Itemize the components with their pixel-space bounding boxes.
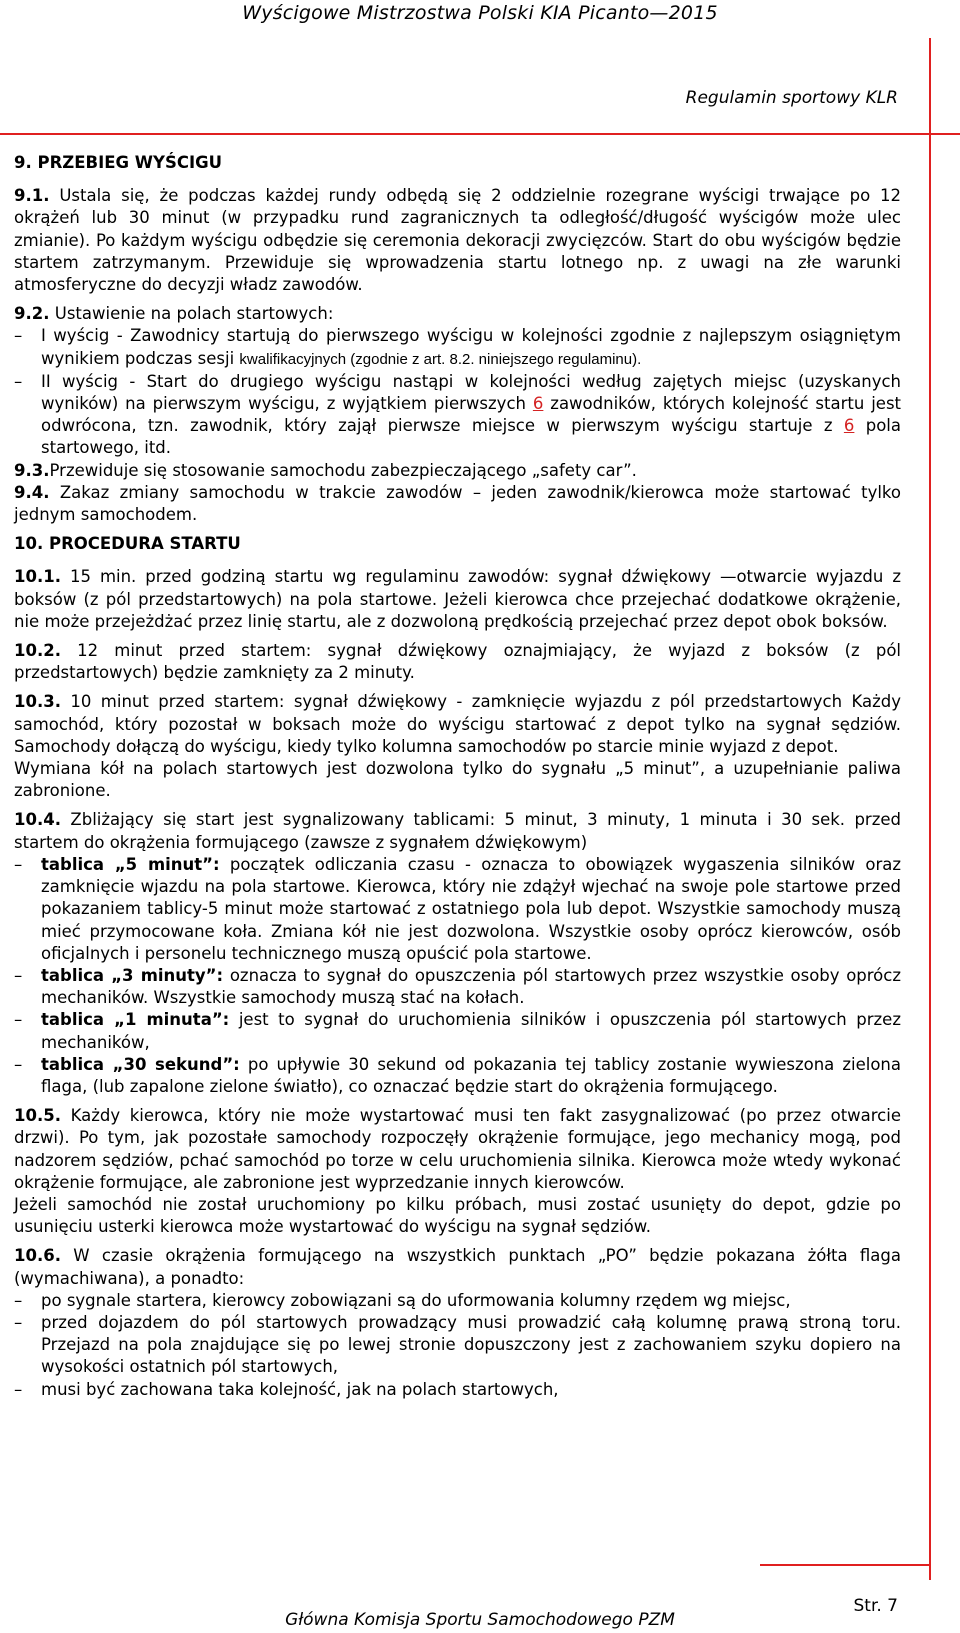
paragraph-10-4: [14, 809, 901, 853]
paragraph-number: 9.1.: [14, 186, 50, 206]
list-item-text: II wyścig - Start do drugiego wyścigu nastąpi w kolejności według zajętych miejsc (uzyskanych wyników) na pierwszym wyścigu, z wyjątkiem pierwszych: [41, 371, 901, 414]
document-body: [14, 152, 901, 1401]
list-item-text-narrow: kwalifikacyjnych (zgodnie z art. 8.2. niniejszego regulaminu).: [239, 350, 642, 368]
paragraph-text: 12 minut przed startem: sygnał dźwiękowy oznajmiający, że wyjazd z boksów (z pól przedstartowych) będzie zamknięty za 2 minuty.: [14, 641, 902, 683]
red-margin-line: [929, 38, 931, 1580]
paragraph-number: 10.3.: [14, 692, 61, 712]
paragraph-text: Zbliżający się start jest sygnalizowany tablicami: 5 minut, 3 minuty, 1 minuta i 30 sek. przed startem do okrążenia formującego (zawsze z sygnałem dźwiękowym): [14, 810, 902, 852]
board-label: tablica „5 minut”:: [41, 854, 220, 874]
paragraph-number: 10.2.: [14, 641, 61, 661]
paragraph-10-2: [14, 640, 901, 684]
paragraph-10-6: [14, 1245, 901, 1289]
section-10-heading: 10. PROCEDURA STARTU: [14, 534, 241, 554]
paragraph-9-2: [14, 303, 901, 325]
list-item: [14, 371, 901, 460]
highlighted-number: 6: [843, 416, 855, 436]
list-item: – przed dojazdem do pól startowych prowadzący musi prowadzić całą kolumnę prawą stroną toru. Przejazd na pola znajdujące się po lewej stronie dopuszczony jest z zachowaniem szyku dopiero na wysokości ostatnich pól startowych,: [14, 1312, 901, 1379]
list-item: [14, 1054, 901, 1098]
paragraph-number: 9.3.: [14, 460, 50, 480]
paragraph-10-1: [14, 566, 901, 633]
paragraph-9-1: [14, 185, 901, 296]
paragraph-text: 10 minut przed startem: sygnał dźwiękowy - zamknięcie wyjazdu z pól przedstartowych Każdy samochód, który pozostał w boksach może do wyścigu startować z depot tylko na sygnał sędziów. Samochody dołączą do wyścigu, kiedy tylko kolumna samochodów po starcie minie wyjazd z depot.: [14, 692, 902, 756]
paragraph-10-5-depot: Jeżeli samochód nie został uruchomiony po kilku próbach, musi zostać usunięty do depot, gdzie po usunięciu usterki kierowca może wystartować do wyścigu na sygnał sędziów.: [14, 1194, 901, 1237]
list-item-text: jest to sygnał do uruchomienia silników i opuszczenia pól startowych przez mechaników,: [41, 1010, 901, 1052]
paragraph-text: Przewiduje się stosowanie samochodu zabezpieczającego „safety car”.: [49, 460, 637, 480]
paragraph-9-4: [14, 482, 901, 526]
paragraph-number: 10.6.: [14, 1246, 61, 1266]
list-item-text: I wyścig - Zawodnicy startują do pierwszego wyścigu w kolejności zgodnie z najlepszym osiągniętym wynikiem podczas sesji: [41, 326, 901, 368]
paragraph-10-5: [14, 1105, 901, 1194]
paragraph-number: 10.1.: [14, 567, 61, 587]
paragraph-text: 15 min. przed godziną startu wg regulaminu zawodów: sygnał dźwiękowy —otwarcie wyjazdu z boksów (z pól przedstartowych) na pola startowe. Jeżeli kierowca chce przejechać dodatkowe okrążenie, nie może przejeżdżać przez linię startu, ale z dozwoloną prędkością przejechać przez depot obok boksów.: [14, 567, 901, 631]
starting-grid-list: [14, 325, 901, 459]
paragraph-text: Ustala się, że podczas każdej rundy odbędą się 2 oddzielnie rozegrane wyścigi trwające po 12 okrążeń lub 30 minut (w przypadku rund zagranicznych ta odległość/długość wyścigów może ulec zmianie). Po każdym wyścigu odbędzie się ceremonia dekoracji zwycięzców. Start do obu wyścigów będzie startem zatrzymanym. Przewiduje się wprowadzenia startu lotnego np. z uwagi na złe warunki atmosferyczne do decyzji władz zawodów.: [14, 186, 901, 295]
board-signals-list: [14, 854, 901, 1098]
list-item-text: pola startowego, itd.: [41, 416, 901, 458]
paragraph-text: W czasie okrążenia formującego na wszystkich punktach „PO” będzie pokazana żółta flaga (wymachiwana), a ponadto:: [14, 1246, 901, 1288]
paragraph-text: Ustawienie na polach startowych:: [54, 304, 334, 324]
red-footer-rule: [760, 1564, 930, 1566]
list-item: [14, 325, 901, 370]
page-number: Str. 7: [853, 1596, 898, 1616]
list-item: [14, 854, 901, 965]
section-9-heading: 9. PRZEBIEG WYŚCIGU: [14, 153, 223, 172]
board-label: tablica „1 minuta”:: [41, 1010, 230, 1030]
paragraph-text: Zakaz zmiany samochodu w trakcie zawodów – jeden zawodnik/kierowca może startować tylko jednym samochodem.: [14, 482, 901, 525]
formation-lap-list: [14, 1290, 901, 1401]
paragraph-9-3: [14, 460, 901, 482]
red-header-rule: [0, 133, 960, 135]
board-label: tablica „3 minuty”:: [41, 965, 224, 985]
paragraph-text: Każdy kierowca, który nie może wystartować musi ten fakt zasygnalizować (po przez otwarcie drzwi). Po tym, jak pozostałe samochody rozpoczęły okrążenie formujące, jego mechanicy mogą, pod nadzorem sędziów, pchać samochód po torze w celu uruchomienia silnika. Kierowca może wtedy wykonać okrążenie formujące, ale zabronione jest wyprzedzanie innych kierowców.: [14, 1106, 901, 1192]
paragraph-10-3: [14, 691, 901, 758]
board-label: tablica „30 sekund”:: [41, 1054, 240, 1074]
paragraph-number: 9.4.: [14, 482, 50, 502]
list-item: [14, 1009, 901, 1053]
list-item-text: oznacza to sygnał do opuszczenia pól startowych przez wszystkie osoby oprócz mechaników. Wszystkie samochody muszą stać na kołach.: [41, 965, 902, 1008]
list-item: – po sygnale startera, kierowcy zobowiązani są do uformowania kolumny rzędem wg miejsc,: [14, 1290, 901, 1312]
paragraph-10-3-wheels: Wymiana kół na polach startowych jest dozwolona tylko do sygnału „5 minut”, a uzupełnianie paliwa zabronione.: [14, 759, 901, 801]
document-header-subtitle: Regulamin sportowy KLR: [685, 88, 898, 108]
list-item-text: początek odliczania czasu - oznacza to obowiązek wygaszenia silników oraz zamknięcie wjazdu na pola startowe. Kierowca, który nie zdążył wjechać na swoje pole startowe przed pokazaniem tablicy-5 minut może startować z ostatniego pola lub depot. Wszystkie samochody muszą mieć przymocowane koła. Zmiana kół nie jest dozwolona. Wszystkie osoby oprócz kierowców, osób oficjalnych i personelu technicznego muszą opuścić pola startowe.: [41, 854, 902, 963]
list-item-text: po upływie 30 sekund od pokazania tej tablicy zostanie wywieszona zielona flaga, (lub zapalone zielone światło), co oznaczać będzie start do okrążenia formującego.: [41, 1054, 901, 1096]
list-item: – musi być zachowana taka kolejność, jak na polach startowych,: [14, 1379, 901, 1401]
document-header-title: Wyścigowe Mistrzostwa Polski KIA Picanto—2015: [242, 2, 718, 24]
paragraph-number: 10.5.: [14, 1106, 61, 1126]
paragraph-number: 9.2.: [14, 304, 50, 324]
list-item-text: zawodników, których kolejność startu jest odwrócona, tzn. zawodnik, który zajął pierwsze miejsce w pierwszym wyścigu startuje z: [41, 394, 902, 436]
list-item: [14, 965, 901, 1009]
paragraph-number: 10.4.: [14, 810, 61, 830]
highlighted-number: 6: [532, 394, 544, 414]
document-footer: Główna Komisja Sportu Samochodowego PZM: [285, 1610, 675, 1630]
